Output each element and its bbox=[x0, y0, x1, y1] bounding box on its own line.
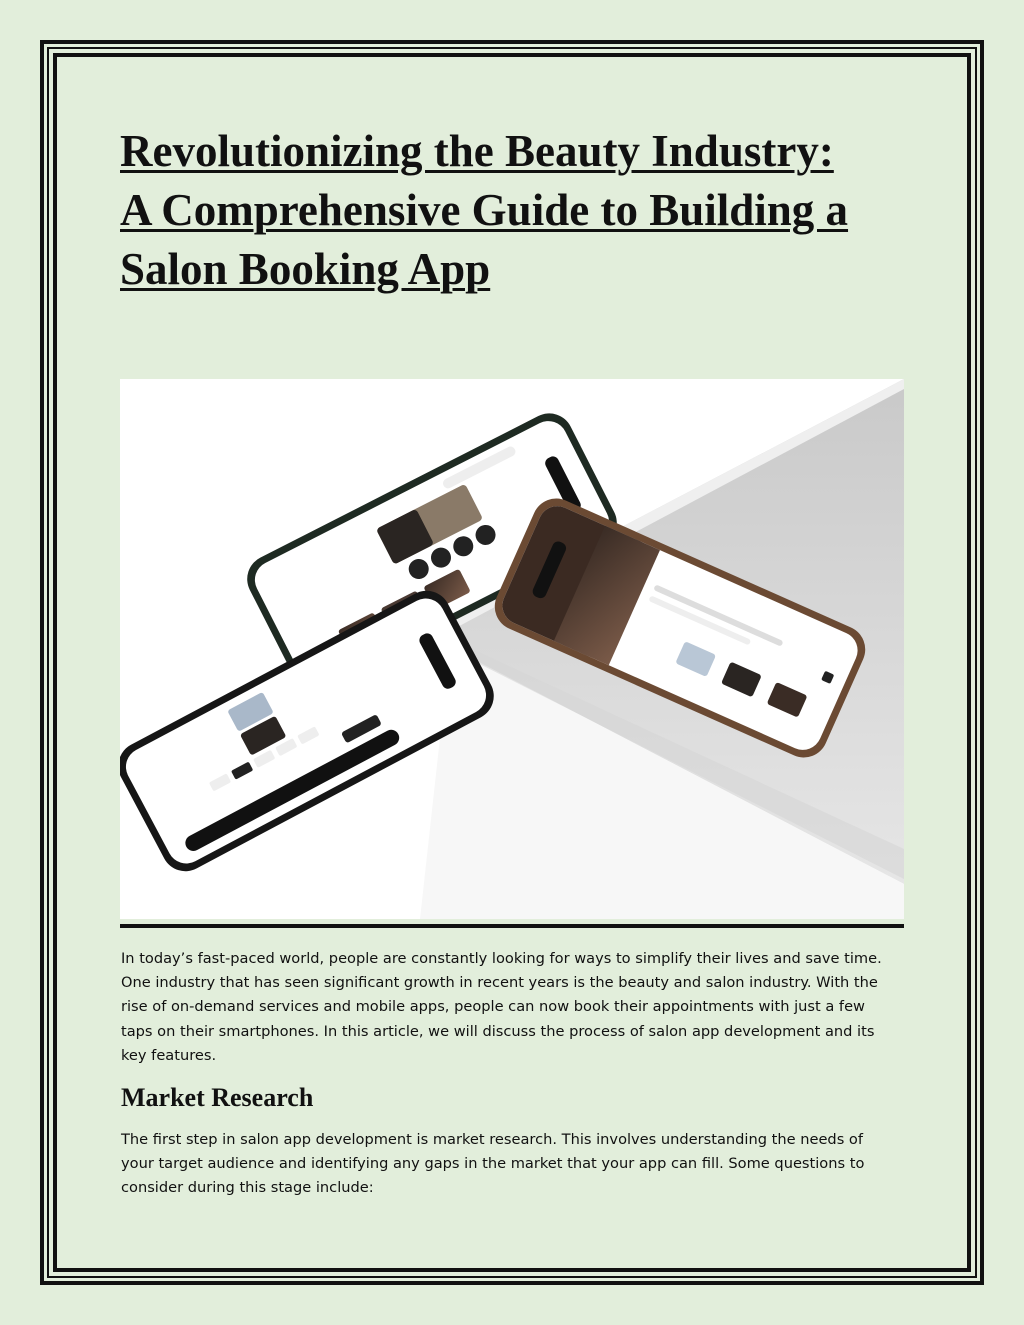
title-line-3: Salon Booking App bbox=[120, 244, 491, 294]
image-divider bbox=[120, 924, 904, 928]
intro-line: rise of on-demand services and mobile apps, people can now book their appointments with just a few bbox=[121, 998, 865, 1016]
intro-line: One industry that has seen significant growth in recent years is the beauty and salon industry. With the bbox=[121, 974, 878, 992]
page-title bbox=[120, 122, 920, 299]
section-line: The first step in salon app development is market research. This involves understanding the needs of bbox=[121, 1131, 864, 1148]
title-line-2: A Comprehensive Guide to Building a bbox=[120, 185, 849, 235]
section-line: consider during this stage include: bbox=[121, 1179, 374, 1197]
title-line-1: Revolutionizing the Beauty Industry: bbox=[120, 126, 834, 176]
intro-line: taps on their smartphones. In this article, we will discuss the process of salon app development and its bbox=[121, 1022, 875, 1040]
section-line: your target audience and identifying any gaps in the market that your app can fill. Some questions to bbox=[121, 1155, 865, 1173]
intro-line: key features. bbox=[121, 1046, 217, 1064]
intro-paragraph bbox=[121, 947, 882, 1068]
section-paragraph bbox=[121, 1128, 864, 1201]
hero-image bbox=[120, 379, 904, 919]
section-heading: Market Research bbox=[121, 1083, 314, 1112]
intro-line: In today’s fast-paced world, people are constantly looking for ways to simplify their lives and save time. bbox=[121, 950, 882, 967]
